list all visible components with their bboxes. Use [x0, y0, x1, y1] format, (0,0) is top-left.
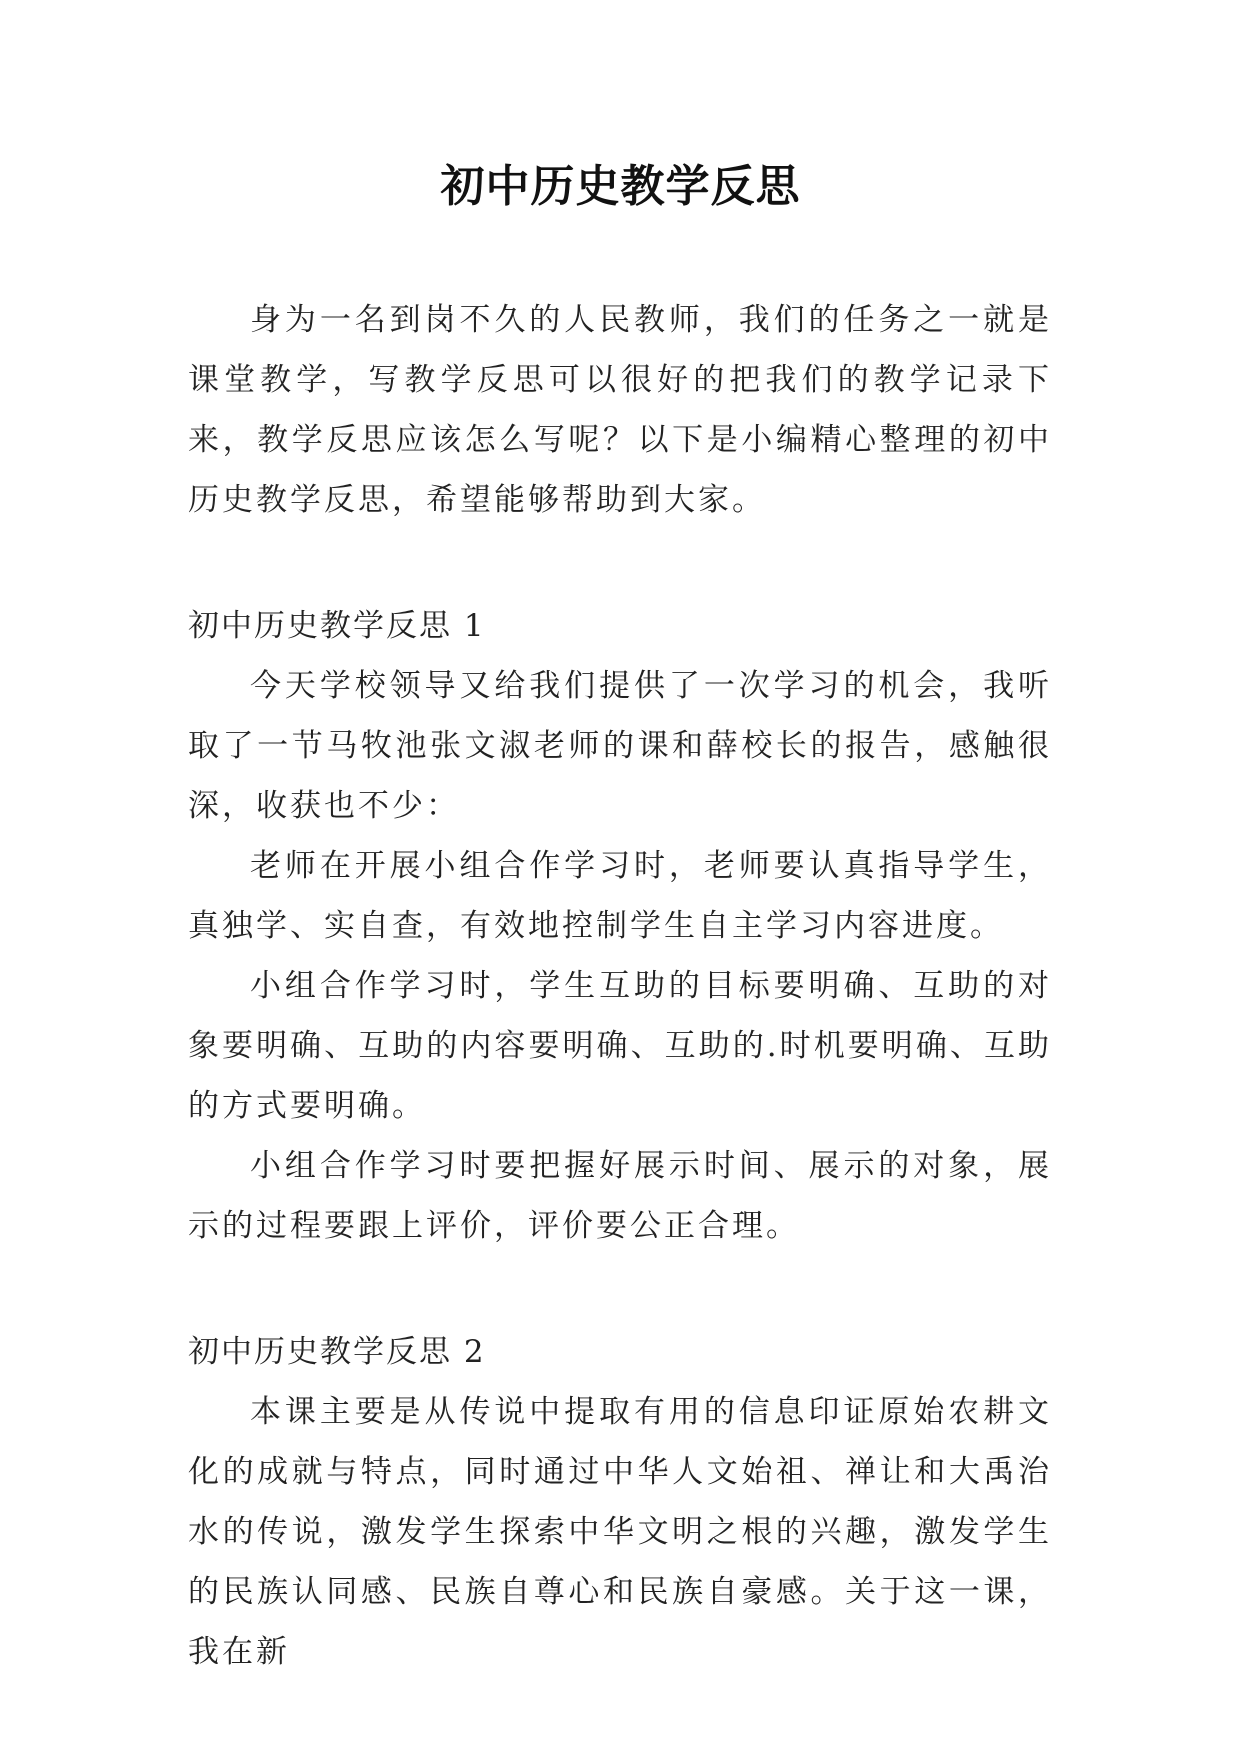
document-title: 初中历史教学反思 — [440, 161, 801, 212]
section-paragraph: 小组合作学习时，学生互助的目标要明确、互助的对象要明确、互助的内容要明确、互助的.时机要明确、互助的方式要明确。 — [188, 968, 1052, 1124]
section-spacer — [188, 1256, 1052, 1322]
intro-paragraph: 身为一名到岗不久的人民教师，我们的任务之一就是课堂教学，写教学反思可以很好的把我们的教学记录下来，教学反思应该怎么写呢？以下是小编精心整理的初中历史教学反思，希望能够帮助到大家。 — [188, 302, 1052, 518]
section-heading: 初中历史教学反思 1 — [188, 608, 486, 644]
section-2 — [188, 1322, 1052, 1682]
section-heading: 初中历史教学反思 2 — [188, 1334, 486, 1370]
section-paragraph: 老师在开展小组合作学习时，老师要认真指导学生，真独学、实自查，有效地控制学生自主学习内容进度。 — [188, 848, 1052, 944]
section-paragraph: 今天学校领导又给我们提供了一次学习的机会，我听取了一节马牧池张文淑老师的课和薛校长的报告，感触很深，收获也不少： — [188, 668, 1052, 824]
document-body — [188, 290, 1052, 1682]
section-1 — [188, 596, 1052, 1256]
section-paragraph: 小组合作学习时要把握好展示时间、展示的对象，展示的过程要跟上评价，评价要公正合理。 — [188, 1148, 1052, 1244]
section-paragraph: 本课主要是从传说中提取有用的信息印证原始农耕文化的成就与特点，同时通过中华人文始祖、禅让和大禹治水的传说，激发学生探索中华文明之根的兴趣，激发学生的民族认同感、民族自尊心和民族自豪感。关于这一课，我在新 — [188, 1394, 1052, 1670]
section-spacer — [188, 530, 1052, 596]
